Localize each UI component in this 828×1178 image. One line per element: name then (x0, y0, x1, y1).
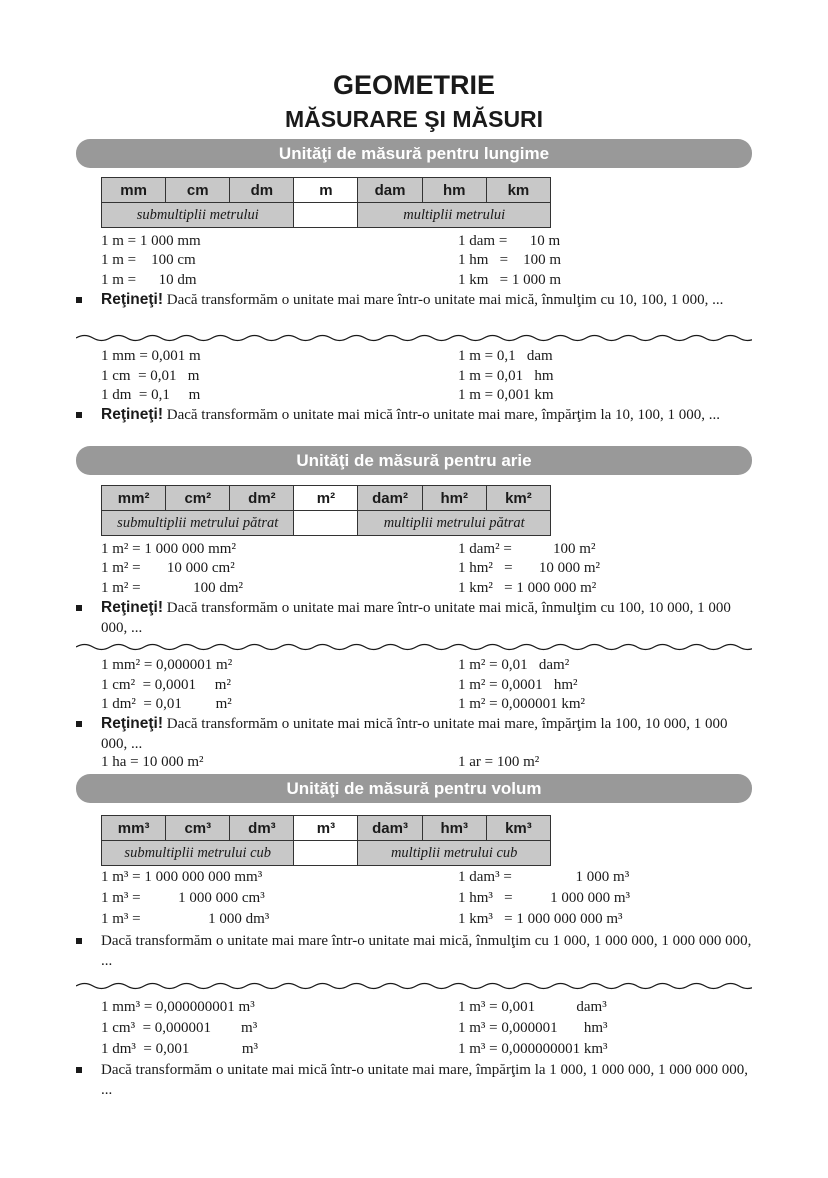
conversion-line: 1 m³ = 0,000001 hm³ (458, 1020, 608, 1036)
note-label: Reţineţi! (101, 715, 163, 732)
bullet-icon (76, 412, 82, 418)
unit-cell: dam (358, 178, 422, 203)
conversion-line: 1 m² = 0,01 dam² (458, 657, 570, 673)
bullet-icon (76, 938, 82, 944)
note-text: Dacă transformăm o unitate mai mică într-o unitate mai mare, împărţim la 100, 10 000, 1 000 000, ... (101, 716, 728, 752)
conversion-line: 1 m = 10 dm (101, 272, 197, 288)
wave-divider (76, 981, 752, 991)
conversion-line: 1 m² = 1 000 000 mm² (101, 541, 236, 557)
rule-note (76, 714, 756, 754)
unit-cell: hm (422, 178, 486, 203)
unit-cell: dm² (230, 486, 294, 511)
unit-cell: cm (166, 178, 230, 203)
wave-divider (76, 333, 752, 343)
rule-note (76, 598, 756, 638)
page-title: GEOMETRIE (332, 70, 495, 100)
conversion-line: 1 mm³ = 0,000000001 m³ (101, 999, 255, 1015)
conversion-line: 1 hm³ = 1 000 000 m³ (458, 890, 631, 906)
conversion-line: 1 dam = 10 m (458, 233, 561, 249)
conversion-line: 1 m³ = 0,000000001 km³ (458, 1041, 608, 1057)
conversion-line: 1 m² = 10 000 cm² (101, 560, 235, 576)
note-label: Reţineţi! (101, 406, 163, 423)
conversion-line: 1 m = 100 cm (101, 252, 196, 268)
rule-note (76, 1060, 756, 1100)
conversion-line: 1 m = 0,001 km (458, 387, 554, 403)
multiples-label: multiplii metrului pătrat (358, 511, 551, 536)
bullet-icon (76, 1067, 82, 1073)
bullet-icon (76, 721, 82, 727)
unit-cell: dam² (358, 486, 422, 511)
unit-cell: cm² (166, 486, 230, 511)
unit-cell: mm² (102, 486, 166, 511)
unit-cell: m³ (294, 816, 358, 841)
page-subtitle: MĂSURARE ŞI MĂSURI (284, 106, 544, 132)
rule-note (76, 290, 756, 310)
conversion-line: 1 m = 0,01 hm (458, 368, 554, 384)
conversion-line: 1 m³ = 1 000 dm³ (101, 911, 270, 927)
conversion-line: 1 mm = 0,001 m (101, 348, 201, 364)
unit-cell: km (486, 178, 550, 203)
volume-banner: Unităţi de măsură pentru volum (76, 774, 752, 803)
area-banner: Unităţi de măsură pentru arie (76, 446, 752, 475)
conversion-line: 1 km³ = 1 000 000 000 m³ (458, 911, 623, 927)
unit-cell: mm (102, 178, 166, 203)
length-banner: Unităţi de măsură pentru lungime (76, 139, 752, 168)
rule-note (76, 405, 756, 425)
bullet-icon (76, 605, 82, 611)
rule-note (76, 931, 756, 971)
note-text: Dacă transformăm o unitate mai mică într-o unitate mai mare, împărţim la 1 000, 1 000 000, 1 000 000 000, ... (101, 1062, 749, 1098)
conversion-line: 1 dm³ = 0,001 m³ (101, 1041, 259, 1057)
length-units-table (101, 177, 551, 228)
conversion-line: 1 m² = 0,000001 km² (458, 696, 586, 712)
unit-cell: km² (486, 486, 550, 511)
note-label: Reţineţi! (101, 291, 163, 308)
conversion-line: 1 m² = 100 dm² (101, 580, 244, 596)
empty-cell (294, 511, 358, 536)
conversion-line: 1 hm = 100 m (458, 252, 562, 268)
note-text: Dacă transformăm o unitate mai mare într-o unitate mai mică, înmulţim cu 1 000, 1 000 000, 1 000 000 000, ... (101, 933, 752, 969)
conversion-line: 1 hm² = 10 000 m² (458, 560, 601, 576)
unit-cell: dam³ (358, 816, 422, 841)
bullet-icon (76, 297, 82, 303)
conversion-line: 1 dam² = 100 m² (458, 541, 596, 557)
submultiples-label: submultiplii metrului cub (102, 841, 294, 866)
note-label: Reţineţi! (101, 599, 163, 616)
conversion-line: 1 km = 1 000 m (458, 272, 562, 288)
wave-divider (76, 642, 752, 652)
conversion-line: 1 cm² = 0,0001 m² (101, 677, 231, 693)
unit-cell: hm³ (422, 816, 486, 841)
note-text: Dacă transformăm o unitate mai mare într-o unitate mai mică, înmulţim cu 10, 100, 1 000, ... (163, 292, 724, 308)
submultiples-label: submultiplii metrului (102, 203, 294, 228)
conversion-line: 1 ar = 100 m² (458, 754, 540, 770)
area-units-table (101, 485, 551, 536)
empty-cell (294, 203, 358, 228)
unit-cell: km³ (486, 816, 550, 841)
multiples-label: multiplii metrului cub (358, 841, 551, 866)
empty-cell (294, 841, 358, 866)
unit-cell: dm³ (230, 816, 294, 841)
note-text: Dacă transformăm o unitate mai mare într-o unitate mai mică, înmulţim cu 100, 10 000, 1 000 000, ... (101, 600, 731, 636)
unit-cell: m² (294, 486, 358, 511)
conversion-line: 1 dam³ = 1 000 m³ (458, 869, 630, 885)
conversion-line: 1 m³ = 1 000 000 cm³ (101, 890, 265, 906)
conversion-line: 1 m² = 0,0001 hm² (458, 677, 578, 693)
conversion-line: 1 cm = 0,01 m (101, 368, 200, 384)
conversion-line: 1 dm² = 0,01 m² (101, 696, 232, 712)
conversion-line: 1 m³ = 1 000 000 000 mm³ (101, 869, 263, 885)
conversion-line: 1 dm = 0,1 m (101, 387, 201, 403)
unit-cell: mm³ (102, 816, 166, 841)
unit-cell: cm³ (166, 816, 230, 841)
conversion-line: 1 ha = 10 000 m² (101, 754, 204, 770)
conversion-line: 1 m = 1 000 mm (101, 233, 201, 249)
volume-units-table (101, 815, 551, 866)
conversion-line: 1 cm³ = 0,000001 m³ (101, 1020, 258, 1036)
unit-cell: hm² (422, 486, 486, 511)
conversion-line: 1 m³ = 0,001 dam³ (458, 999, 607, 1015)
note-text: Dacă transformăm o unitate mai mică într-o unitate mai mare, împărţim la 10, 100, 1 000, ... (163, 407, 721, 423)
conversion-line: 1 km² = 1 000 000 m² (458, 580, 597, 596)
unit-cell: m (294, 178, 358, 203)
conversion-line: 1 mm² = 0,000001 m² (101, 657, 233, 673)
conversion-line: 1 m = 0,1 dam (458, 348, 553, 364)
unit-cell: dm (230, 178, 294, 203)
multiples-label: multiplii metrului (358, 203, 551, 228)
submultiples-label: submultiplii metrului pătrat (102, 511, 294, 536)
